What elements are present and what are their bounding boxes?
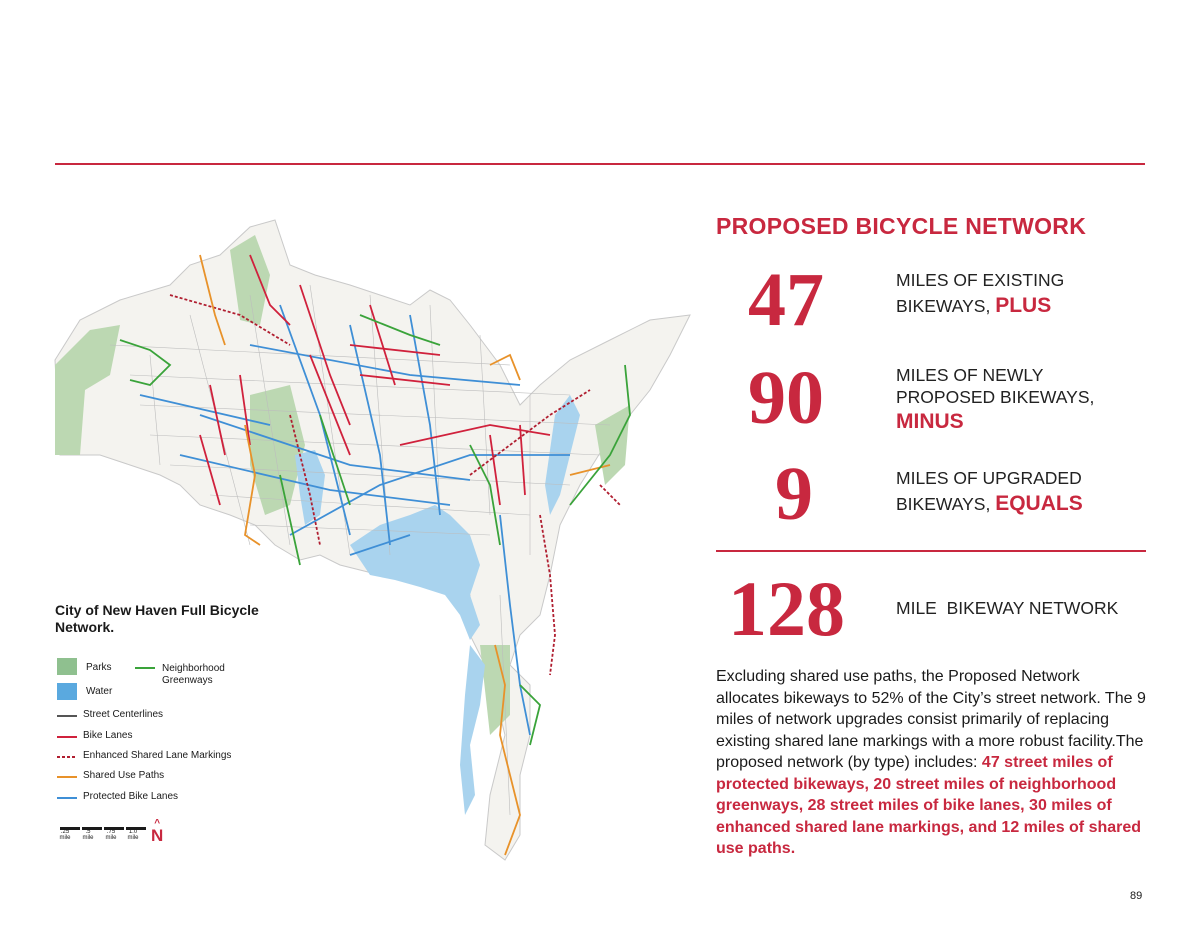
scale-label-2: .5 mile: [82, 829, 94, 841]
body-paragraph: [716, 666, 1146, 860]
north-arrow-icon: ^: [154, 818, 161, 829]
stat-number-new: 90: [748, 356, 824, 440]
stat-label-new-line2: PROPOSED BIKEWAYS,: [896, 387, 1095, 407]
section-heading: PROPOSED BICYCLE NETWORK: [716, 213, 1087, 239]
stat-label-existing-text: BIKEWAYS,: [896, 296, 991, 316]
legend-greenways: Neighborhood Greenways: [162, 663, 225, 686]
protected-swatch: [57, 797, 77, 799]
stat-label-new: [896, 364, 1094, 436]
legend-parks: Parks: [86, 662, 112, 673]
legend-protected: Protected Bike Lanes: [83, 791, 179, 802]
north-label: N: [151, 826, 164, 845]
stat-label-existing: [896, 268, 1064, 319]
north-arrow: [151, 820, 163, 844]
stat-label-upgraded-text: BIKEWAYS,: [896, 494, 991, 514]
page-number: 89: [1130, 890, 1143, 902]
stat-label-upgraded-line1: MILES OF UPGRADED: [896, 468, 1082, 488]
stat-label-existing-line1: MILES OF EXISTING: [896, 270, 1065, 290]
legend-shared-paths: Shared Use Paths: [83, 770, 165, 781]
stat-number-existing: 47: [748, 258, 824, 342]
stat-label-new-line1: MILES OF NEWLY: [896, 365, 1044, 385]
bike-lanes-swatch: [57, 736, 77, 738]
shared-paths-swatch: [57, 776, 77, 778]
legend-sharrows: Enhanced Shared Lane Markings: [83, 750, 232, 761]
greenways-swatch: [135, 667, 155, 669]
body-text: Excluding shared use paths, the Proposed Network allocates bikeways to 52% of the City’s street network. The 9 miles of network upgrades consist primarily of replacing existing shared lane markings with a more robust facility.The proposed network (by type) includes:: [716, 668, 1146, 771]
water-swatch: [57, 683, 77, 700]
stat-label-upgraded-line2: [896, 491, 1083, 517]
scale-label-3: .75 mile: [105, 829, 117, 841]
parks-swatch: [57, 658, 77, 675]
map-title: City of New Haven Full Bicycle Network.: [55, 602, 259, 635]
legend-water: Water: [86, 686, 113, 697]
centerlines-swatch: [57, 715, 77, 717]
stat-label-upgraded: [896, 466, 1083, 517]
legend-centerlines: Street Centerlines: [83, 709, 164, 720]
scale-label-4: 1.0 mile: [127, 829, 139, 841]
total-label: MILE BIKEWAY NETWORK: [896, 598, 1119, 618]
body-highlight: 47 street miles of protected bikeways, 20 street miles of neighborhood greenways, 28 street miles of bike lanes, 30 miles of enhanced shared lane markings, and 12 miles of shared use paths.: [716, 754, 1142, 857]
top-rule: [55, 163, 1145, 165]
stat-emphasis-equals: EQUALS: [995, 492, 1083, 515]
river-south: [460, 645, 485, 815]
stat-emphasis-minus: MINUS: [896, 410, 964, 433]
stat-number-upgraded: 9: [775, 452, 813, 536]
total-divider: [716, 550, 1146, 552]
stat-label-existing-line2: [896, 293, 1064, 319]
legend-bike-lanes: Bike Lanes: [83, 730, 133, 741]
sharrows-swatch: [57, 756, 77, 758]
stat-emphasis-plus: PLUS: [995, 294, 1052, 317]
scale-label-1: .25 mile: [59, 829, 71, 841]
total-number: 128: [728, 565, 845, 652]
